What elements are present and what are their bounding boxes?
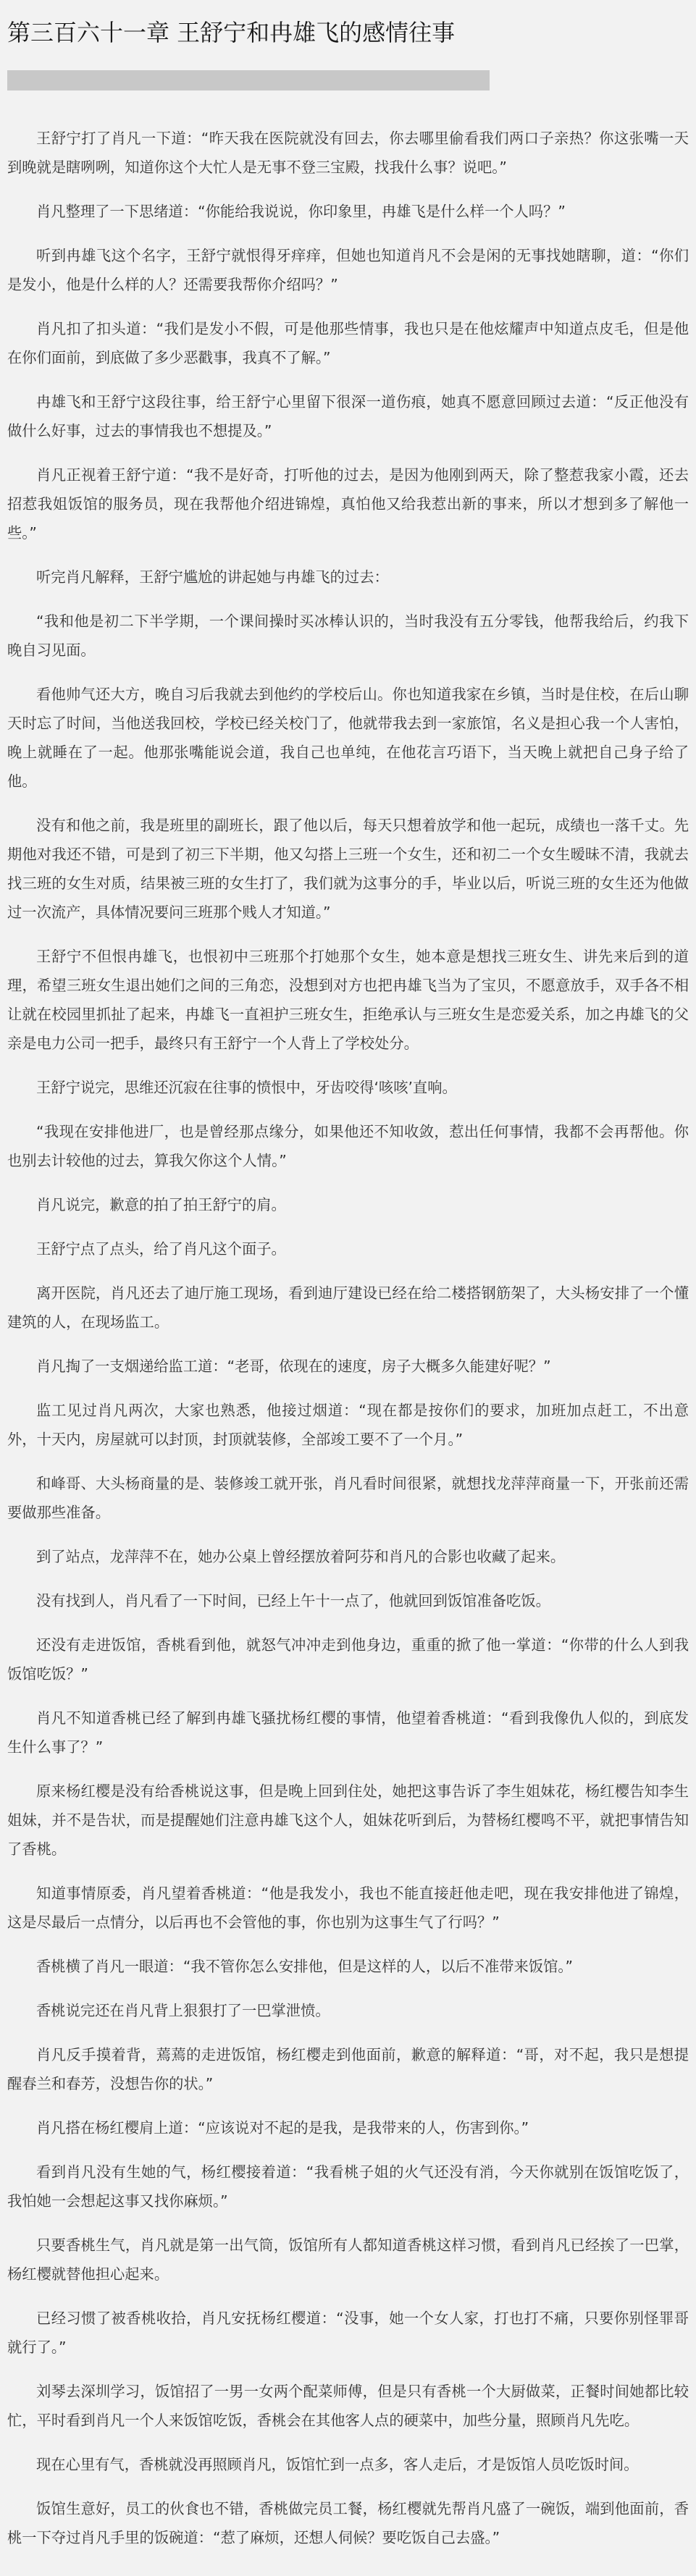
paragraph: 原来杨红樱是没有给香桃说这事，但是晚上回到住处，她把这事告诉了李生姐妹花，杨红樱告知李生姐妹，并不是告状，而是提醒她们注意冉雄飞这个人，姐妹花听到后，为替杨红樱鸣不平，就把事情告知了香桃。 — [7, 1782, 689, 1858]
paragraph: 香桃说完还在肖凡背上狠狠打了一巴掌泄愤。 — [36, 2002, 330, 2019]
paragraph: 刘琴去深圳学习，饭馆招了一男一女两个配菜师傅，但是只有香桃一个大厨做菜，正餐时间她都比较忙，平时看到肖凡一个人来饭馆吃饭，香桃会在其他客人点的硬菜中，加些分量，照顾肖凡先吃。 — [7, 2383, 689, 2429]
paragraph: 已经习惯了被香桃收拾，肖凡安抚杨红樱道：“没事，她一个女人家，打也打不痛，只要你别怪罪哥就行了。” — [7, 2310, 689, 2356]
paragraph: 肖凡反手摸着背，蔫蔫的走进饭馆，杨红樱走到他面前，歉意的解释道：“哥，对不起，我只是想提醒春兰和春芳，没想告你的状。” — [7, 2046, 689, 2092]
page — [0, 17, 696, 2552]
paragraph: 没有找到人，肖凡看了一下时间，已经上午十一点了，他就回到饭馆准备吃饭。 — [36, 1592, 550, 1609]
paragraph: 知道事情原委，肖凡望着香桃道：“他是我发小，我也不能直接赶他走吧，现在我安排他进了锦煌，这是尽最后一点情分，以后再也不会管他的事，你也别为这事生气了行吗？” — [7, 1885, 689, 1931]
chapter-title: 第三百六十一章 王舒宁和冉雄飞的感情往事 — [7, 19, 456, 46]
paragraph: 听到冉雄飞这个名字，王舒宁就恨得牙痒痒，但她也知道肖凡不会是闲的无事找她瞎聊，道：“你们是发小，他是什么样的人？还需要我帮你介绍吗？” — [7, 247, 689, 293]
paragraph: 饭馆生意好，员工的伙食也不错，香桃做完员工餐，杨红樱就先帮肖凡盛了一碗饭，端到他面前，香桃一下夺过肖凡手里的饭碗道：“惹了麻烦，还想人伺候？要吃饭自己去盛。” — [7, 2500, 689, 2546]
paragraph: 离开医院，肖凡还去了迪厅施工现场，看到迪厅建设已经在给二楼搭钢筋架了，大头杨安排了一个懂建筑的人，在现场监工。 — [7, 1284, 689, 1331]
paragraph: 肖凡说完，歉意的拍了拍王舒宁的肩。 — [36, 1196, 286, 1213]
paragraph: 现在心里有气，香桃就没再照顾肖凡，饭馆忙到一点多，客人走后，才是饭馆人员吃饭时间。 — [36, 2456, 639, 2473]
paragraph: 没有和他之前，我是班里的副班长，跟了他以后，每天只想着放学和他一起玩，成绩也一落千丈。先期他对我还不错，可是到了初三下半期，他又勾搭上三班一个女生，还和初二一个女生暧昧不清，我就去找三班的女生对质，结果被三班的女生打了，我们就为这事分的手，毕业以后，听说三班的女生还为他做过一次流产，具体情况要问三班那个贱人才知道。” — [7, 817, 689, 921]
paragraph: 肖凡不知道香桃已经了解到冉雄飞骚扰杨红樱的事情，他望着香桃道：“看到我像仇人似的，到底发生什么事了？” — [7, 1709, 689, 1756]
paragraph: 肖凡掏了一支烟递给监工道：“老哥，依现在的速度，房子大概多久能建好呢？” — [36, 1358, 551, 1375]
paragraph: 只要香桃生气，肖凡就是第一出气筒，饭馆所有人都知道香桃这样习惯，看到肖凡已经挨了一巴掌，杨红樱就替他担心起来。 — [7, 2236, 689, 2283]
paragraph: 看他帅气还大方，晚自习后我就去到他约的学校后山。你也知道我家在乡镇，当时是住校，在后山聊天时忘了时间，当他送我回校，学校已经关校门了，他就带我去到一家旅馆，名义是担心我一个人害怕，晚上就睡在了一起。他那张嘴能说会道，我自己也单纯，在他花言巧语下，当天晚上就把自己身子给了他。 — [7, 686, 689, 790]
paragraph: 王舒宁说完，思维还沉寂在往事的愤恨中，牙齿咬得‘咳咳’直响。 — [36, 1079, 457, 1096]
paragraph: 肖凡搭在杨红樱肩上道：“应该说对不起的是我，是我带来的人，伤害到你。” — [36, 2119, 529, 2137]
paragraph: 和峰哥、大头杨商量的是、装修竣工就开张，肖凡看时间很紧，就想找龙萍萍商量一下，开张前还需要做那些准备。 — [7, 1475, 689, 1521]
paragraph: 看到肖凡没有生她的气，杨红樱接着道：“我看桃子姐的火气还没有消，今天你就别在饭馆吃饭了，我怕她一会想起这事又找你麻烦。” — [7, 2163, 689, 2210]
chapter-content — [7, 124, 689, 2552]
paragraph: 肖凡整理了一下思绪道：“你能给我说说，你印象里，冉雄飞是什么样一个人吗？” — [36, 203, 566, 220]
paragraph: “我现在安排他进厂，也是曾经那点缘分，如果他还不知收敛，惹出任何事情，我都不会再帮他。你也别去计较他的过去，算我欠你这个人情。” — [7, 1123, 689, 1169]
paragraph: 肖凡正视着王舒宁道：“我不是好奇，打听他的过去，是因为他刚到两天，除了整惹我家小霞，还去招惹我姐饭馆的服务员，现在我帮他介绍进锦煌，真怕他又给我惹出新的事来，所以才想到多了解他一些。” — [7, 466, 689, 542]
paragraph: 到了站点，龙萍萍不在，她办公桌上曾经摆放着阿芬和肖凡的合影也收藏了起来。 — [36, 1548, 566, 1565]
paragraph: 香桃横了肖凡一眼道：“我不管你怎么安排他，但是这样的人，以后不准带来饭馆。” — [36, 1958, 573, 1975]
paragraph: 听完肖凡解释，王舒宁尴尬的讲起她与冉雄飞的过去： — [36, 568, 389, 586]
paragraph: “我和他是初二下半学期，一个课间操时买冰棒认识的，当时我没有五分零钱，他帮我给后，约我下晚自习见面。 — [7, 613, 689, 659]
paragraph: 还没有走进饭馆，香桃看到他，就怒气冲冲走到他身边，重重的掀了他一掌道：“你带的什么人到我饭馆吃饭？” — [7, 1636, 689, 1683]
paragraph: 王舒宁点了点头，给了肖凡这个面子。 — [36, 1240, 286, 1258]
paragraph: 王舒宁打了肖凡一下道：“昨天我在医院就没有回去，你去哪里偷看我们两口子亲热？你这张嘴一天到晚就是瞎咧咧，知道你这个大忙人是无事不登三宝殿，找我什么事？说吧。” — [7, 130, 689, 176]
paragraph: 监工见过肖凡两次，大家也熟悉，他接过烟道：“现在都是按你们的要求，加班加点赶工，不出意外，十天内，房屋就可以封顶，封顶就装修，全部竣工要不了一个月。” — [7, 1402, 689, 1448]
title-divider-bar — [7, 70, 490, 91]
paragraph: 肖凡扣了扣头道：“我们是发小不假，可是他那些情事，我也只是在他炫耀声中知道点皮毛，但是他在你们面前，到底做了多少恶戳事，我真不了解。” — [7, 320, 689, 366]
paragraph: 王舒宁不但恨冉雄飞，也恨初中三班那个打她那个女生，她本意是想找三班女生、讲先来后到的道理，希望三班女生退出她们之间的三角恋，没想到对方也把冉雄飞当为了宝贝，不愿意放手，双手各不相让就在校园里抓扯了起来，冉雄飞一直袒护三班女生，拒绝承认与三班女生是恋爱关系，加之冉雄飞的父亲是电力公司一把手，最终只有王舒宁一个人背上了学校处分。 — [7, 948, 689, 1052]
paragraph: 冉雄飞和王舒宁这段往事，给王舒宁心里留下很深一道伤痕，她真不愿意回顾过去道：“反正他没有做什么好事，过去的事情我也不想提及。” — [7, 393, 689, 439]
